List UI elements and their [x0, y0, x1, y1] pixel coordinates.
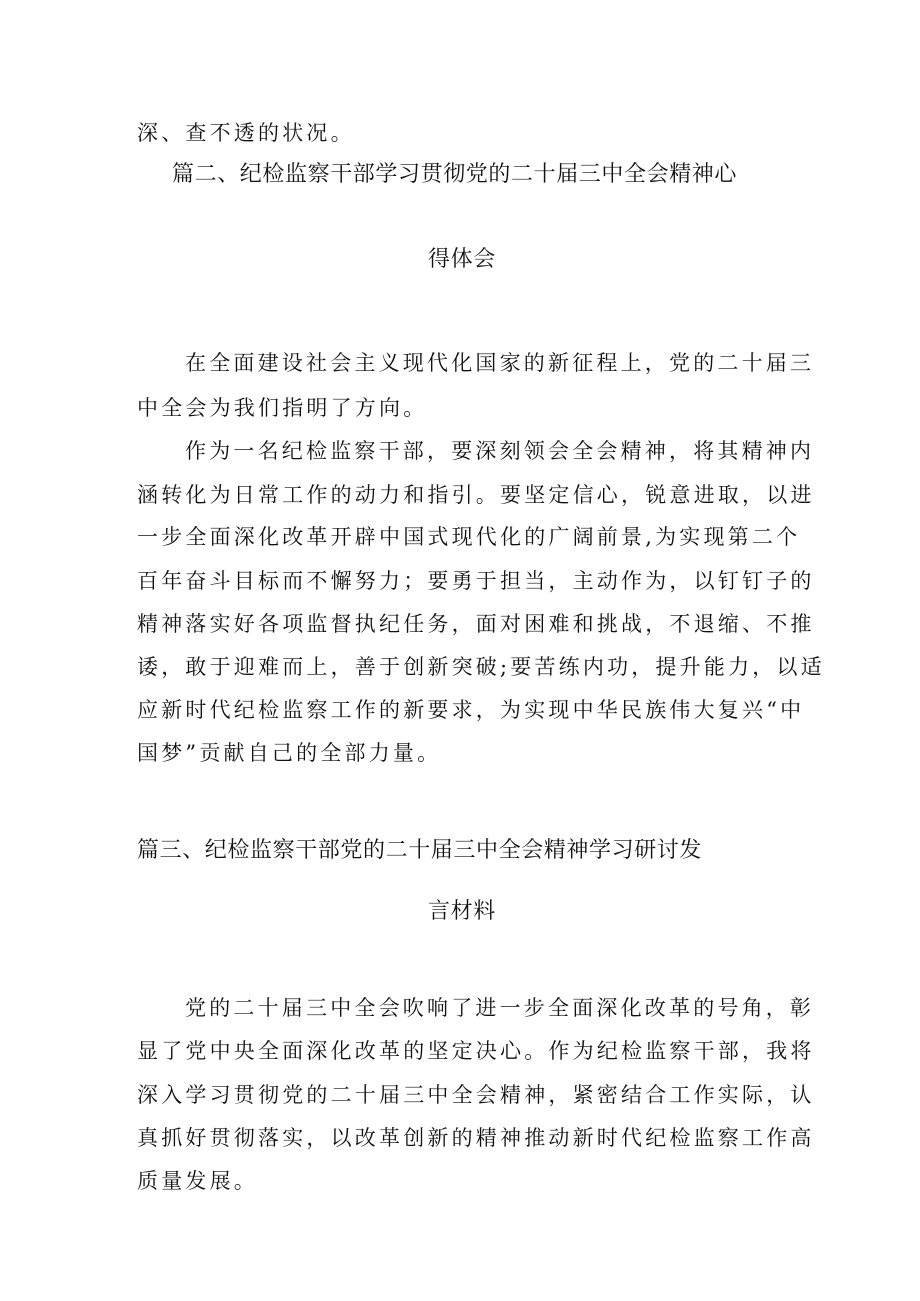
section2-heading-line2: 得体会: [428, 247, 496, 272]
section3-p1-line: 质量发展。: [137, 1169, 258, 1193]
section3-heading-line1: 篇三、纪检监察干部党的二十届三中全会精神学习研讨发: [137, 838, 703, 863]
section3-p1-line: 显了党中央全面深化改革的坚定决心。作为纪检监察干部，我将: [137, 1039, 815, 1063]
section2-p2-line: 精神落实好各项监督执纪任务，面对困难和挑战，不退缩、不推: [137, 612, 815, 636]
section2-p2-line: 涵转化为日常工作的动力和指引。要坚定信心，锐意进取，以进: [137, 483, 815, 507]
section3-heading-line2: 言材料: [428, 899, 496, 924]
section3-p1-line: 真抓好贯彻落实，以改革创新的精神推动新时代纪检监察工作高: [137, 1126, 815, 1150]
section2-p2-line: 作为一名纪检监察干部，要深刻领会全会精神，将其精神内: [185, 439, 815, 463]
section2-p2-line: 应新时代纪检监察工作的新要求，为实现中华民族伟大复兴“中: [137, 698, 805, 722]
section2-heading-line1: 篇二、纪检监察干部学习贯彻党的二十届三中全会精神心: [172, 162, 738, 187]
section3-p1-line: 深入学习贯彻党的二十届三中全会精神，紧密结合工作实际，认: [137, 1083, 815, 1107]
section2-p1-line: 在全面建设社会主义现代化国家的新征程上，党的二十届三: [185, 351, 815, 375]
section2-p1-line: 中全会为我们指明了方向。: [137, 396, 428, 420]
paragraph-line-top-fragment: 深、查不透的状况。: [137, 121, 355, 145]
section2-p2-line: 诿，敢于迎难而上，善于创新突破;要苦练内功，提升能力，以适: [137, 655, 825, 679]
section2-p2-line: 一步全面深化改革开辟中国式现代化的广阔前景,为实现第二个: [137, 525, 801, 549]
section3-p1-line: 党的二十届三中全会吹响了进一步全面深化改革的号角，彰: [185, 996, 815, 1020]
section2-p2-line: 百年奋斗目标而不懈努力；要勇于担当，主动作为，以钉钉子的: [137, 569, 815, 593]
section2-p2-line: 国梦”贡献自己的全部力量。: [137, 741, 442, 765]
